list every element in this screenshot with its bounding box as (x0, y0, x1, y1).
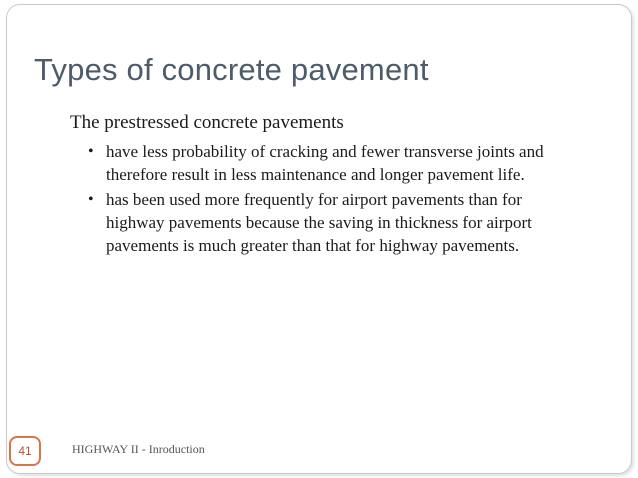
content-heading: The prestressed concrete pavements (70, 112, 344, 133)
slide-content (70, 110, 610, 259)
bullet-line: has been used more frequently for airport pavements than for (106, 190, 522, 209)
slide-number: 41 (18, 444, 32, 458)
slide-number-badge (9, 436, 41, 466)
footer-text: HIGHWAY II - Inroduction (72, 442, 205, 456)
bullet-line: pavements is much greater than that for highway pavements. (106, 236, 520, 255)
bullet-list (70, 140, 610, 257)
bullet-line: highway pavements because the saving in thickness for airport (106, 213, 532, 232)
bullet-icon: • (88, 191, 94, 208)
slide-title: Types of concrete pavement (34, 52, 429, 87)
bullet-icon: • (88, 143, 94, 160)
bullet-line: have less probability of cracking and fewer transverse joints and (106, 142, 544, 161)
bullet-item (70, 140, 610, 186)
bullet-line: therefore result in less maintenance and longer pavement life. (106, 165, 525, 184)
bullet-item (70, 188, 610, 257)
